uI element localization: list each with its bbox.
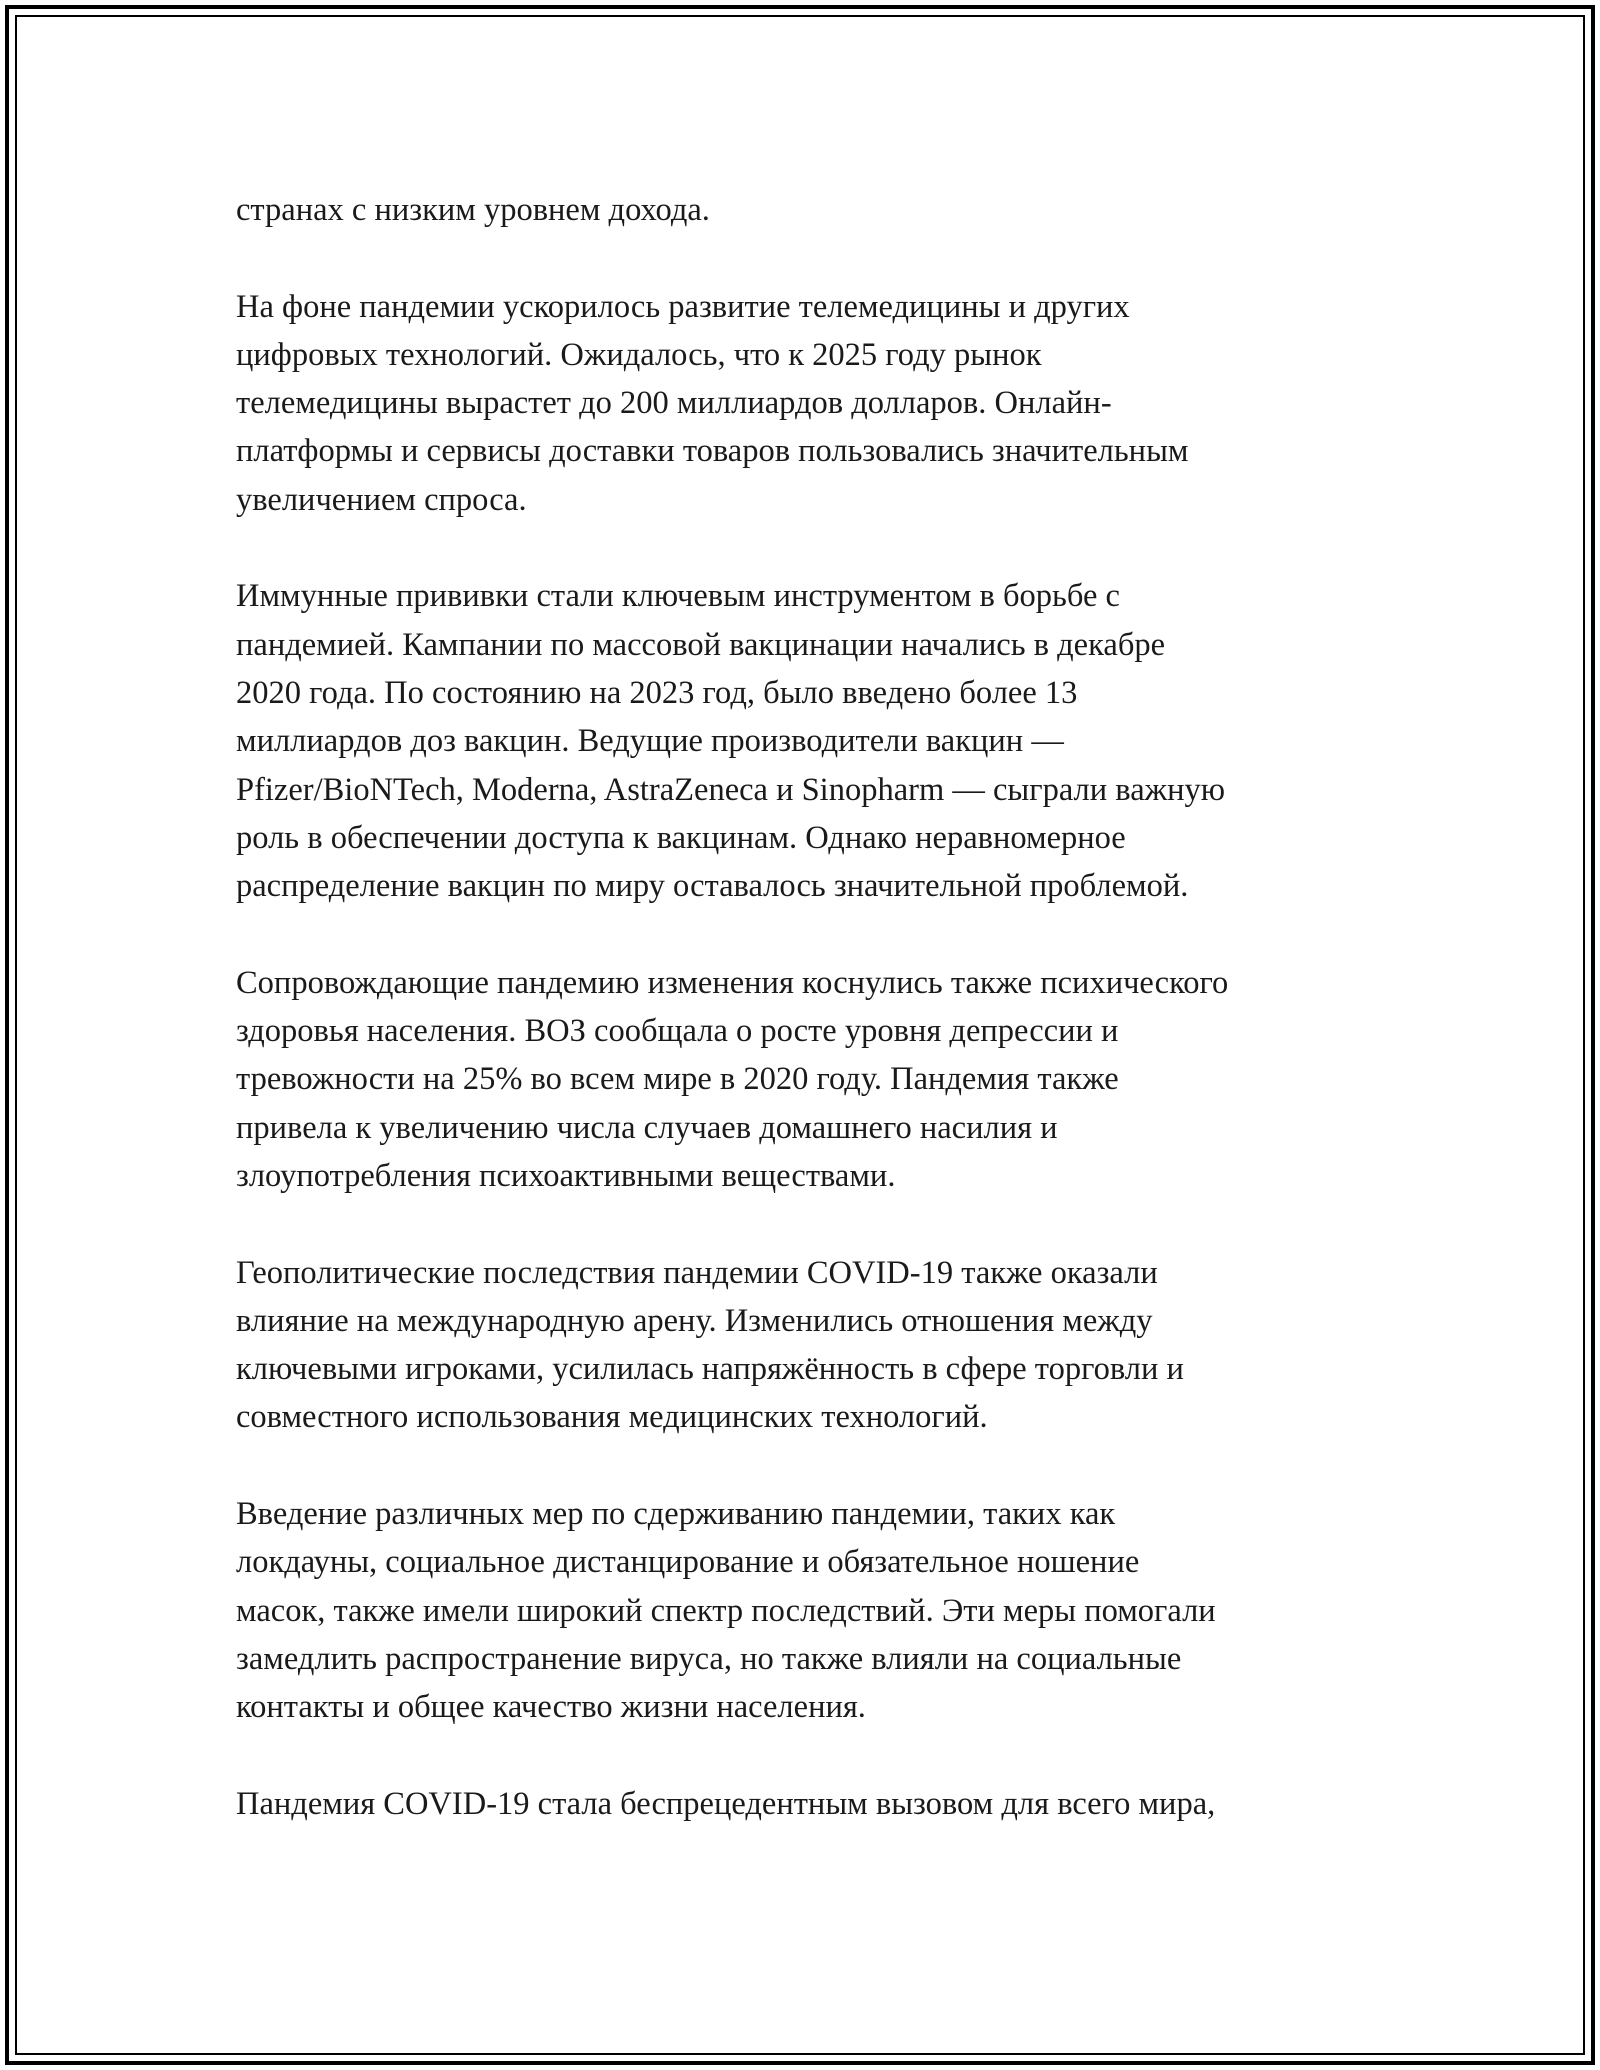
text-line: Иммунные прививки стали ключевым инструментом в борьбе с	[236, 578, 1120, 615]
text-line: 2020 года. По состоянию на 2023 год, было введено более 13	[236, 674, 1078, 711]
text-line: платформы и сервисы доставки товаров пользовались значительным	[236, 433, 1189, 470]
paragraph-gap	[236, 234, 1396, 282]
text-line: Pfizer/BioNTech, Moderna, AstraZeneca и Sinopharm — сыграли важную	[236, 771, 1225, 808]
text-line: замедлить распространение вируса, но также влияли на социальные	[236, 1640, 1182, 1677]
text-line: телемедицины вырастет до 200 миллиардов долларов. Онлайн-	[236, 385, 1112, 422]
paragraph-gap	[236, 1200, 1396, 1248]
paragraph	[236, 572, 1396, 910]
paragraph	[236, 959, 1396, 1200]
paragraph	[236, 1780, 1396, 1828]
text-line: Сопровождающие пандемию изменения коснулись также психического	[236, 964, 1229, 1001]
text-line: масок, также имели широкий спектр последствий. Эти меры помогали	[236, 1592, 1216, 1629]
text-line: миллиардов доз вакцин. Ведущие производители вакцин —	[236, 723, 1064, 760]
text-line: влияние на международную арену. Изменились отношения между	[236, 1302, 1153, 1339]
text-line: совместного использования медицинских технологий.	[236, 1399, 988, 1436]
text-line: ключевыми игроками, усилилась напряжённость в сфере торговли и	[236, 1351, 1184, 1388]
text-line: локдауны, социальное дистанцирование и обязательное ношение	[236, 1544, 1140, 1581]
document-body	[236, 186, 1396, 1828]
paragraph-gap	[236, 1732, 1396, 1780]
text-line: странах с низким уровнем дохода.	[236, 192, 710, 228]
paragraph	[236, 283, 1396, 524]
text-line: контакты и общее качество жизни населения.	[236, 1689, 866, 1726]
text-line: привела к увеличению числа случаев домашнего насилия и	[236, 1109, 1058, 1146]
paragraph-gap	[236, 910, 1396, 958]
text-line: роль в обеспечении доступа к вакцинам. Однако неравномерное	[236, 819, 1126, 856]
paragraph	[236, 1490, 1396, 1731]
text-line: Пандемия COVID-19 стала беспрецедентным вызовом для всего мира,	[236, 1785, 1216, 1822]
text-line: На фоне пандемии ускорилось развитие телемедицины и других	[236, 288, 1130, 325]
text-line: тревожности на 25% во всем мире в 2020 году. Пандемия также	[236, 1061, 1119, 1098]
text-line: увеличением спроса.	[236, 481, 527, 518]
text-line: пандемией. Кампании по массовой вакцинации начались в декабре	[236, 626, 1166, 663]
text-line: Введение различных мер по сдерживанию пандемии, таких как	[236, 1496, 1116, 1533]
text-line: цифровых технологий. Ожидалось, что к 2025 году рынок	[236, 336, 1042, 373]
paragraph-gap	[236, 1442, 1396, 1490]
text-line: здоровья населения. ВОЗ сообщала о росте уровня депрессии и	[236, 1013, 1119, 1050]
text-line: Геополитические последствия пандемии COVID-19 также оказали	[236, 1254, 1158, 1291]
paragraph	[236, 1249, 1396, 1442]
paragraph-gap	[236, 524, 1396, 572]
text-line: распределение вакцин по миру оставалось значительной проблемой.	[236, 868, 1189, 905]
paragraph	[236, 186, 1396, 234]
text-line: злоупотребления психоактивными веществами.	[236, 1157, 896, 1194]
